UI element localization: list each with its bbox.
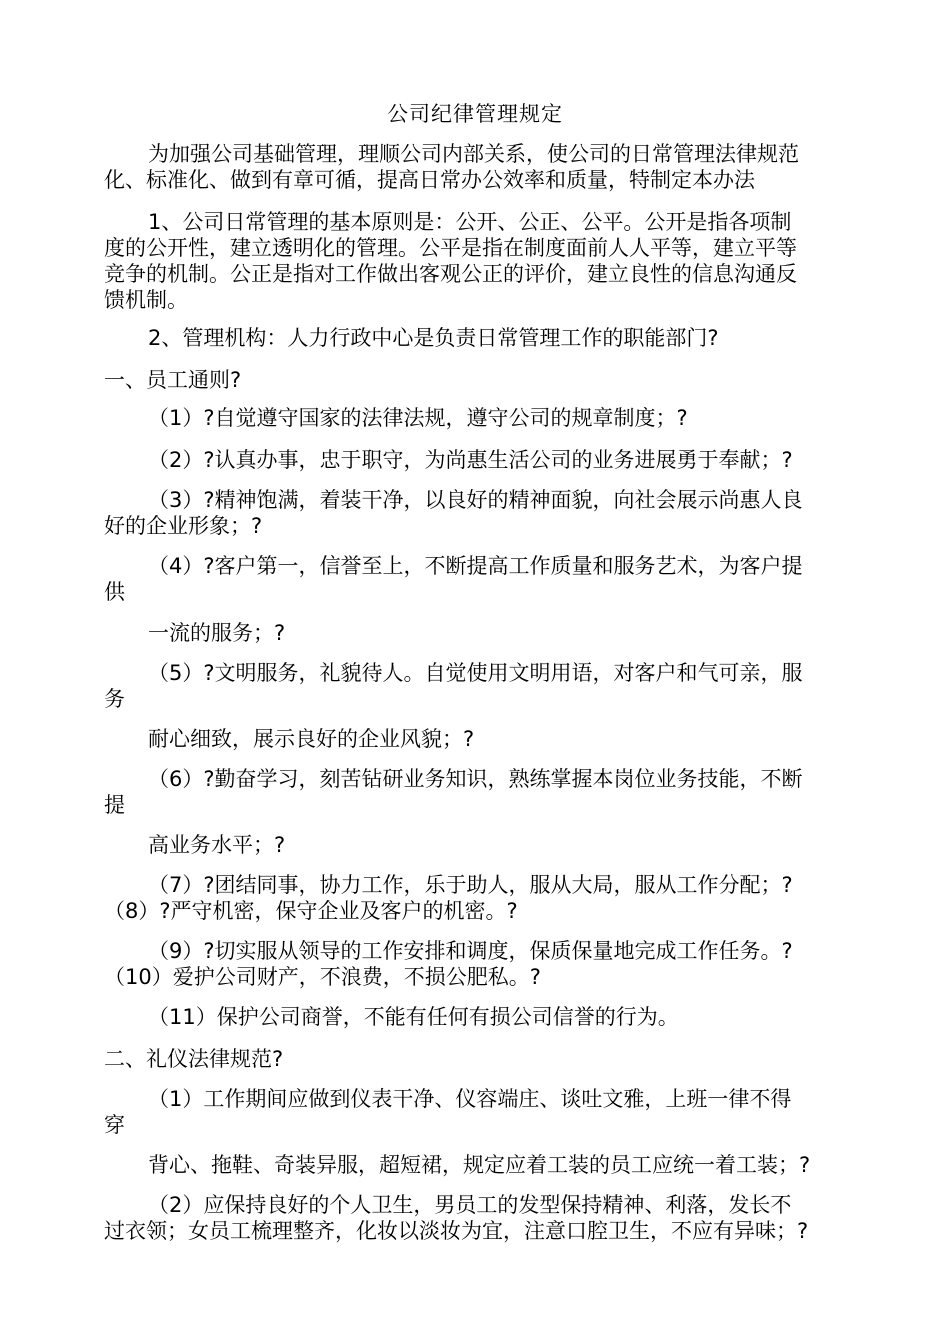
intro-line: 为加强公司基础管理，理顺公司内部关系，使公司的日常管理法律规范 <box>148 142 799 166</box>
document-title: 公司纪律管理规定 <box>387 102 563 126</box>
rule-line: （2）?认真办事，忠于职守，为尚惠生活公司的业务进展勇于奉献；? <box>148 448 793 472</box>
section-heading: 一、员工通则? <box>104 368 242 392</box>
rule-line: 好的企业形象；? <box>104 514 263 538</box>
rule-line: 一流的服务；? <box>148 621 286 645</box>
rule-line: （3）?精神饱满，着装干净，以良好的精神面貌，向社会展示尚惠人良 <box>148 488 803 512</box>
rule-line: （11）保护公司商誉，不能有任何有损公司信誉的行为。 <box>148 1005 679 1029</box>
rule-line: （1）?自觉遵守国家的法律法规，遵守公司的规章制度；? <box>148 406 688 430</box>
rule-line: （9）?切实服从领导的工作安排和调度，保质保量地完成工作任务。? <box>148 939 793 963</box>
rule-line: 高业务水平；? <box>148 833 286 857</box>
rule-line: 背心、拖鞋、奇装异服，超短裙，规定应着工装的员工应统一着工装；? <box>148 1153 811 1177</box>
rule-line: （10）爱护公司财产，不浪费，不损公肥私。? <box>104 965 541 989</box>
principle-line: 1、公司日常管理的基本原则是：公开、公正、公平。公开是指各项制 <box>148 210 792 234</box>
rule-line: 耐心细致，展示良好的企业风貌；? <box>148 727 475 751</box>
principle-line: 度的公开性，建立透明化的管理。公平是指在制度面前人人平等，建立平等 <box>104 236 797 260</box>
section-heading: 二、礼仪法律规范? <box>104 1047 284 1071</box>
rule-line: （2）应保持良好的个人卫生，男员工的发型保持精神、利落，发长不 <box>148 1193 792 1217</box>
rule-line: （6）?勤奋学习，刻苦钻研业务知识，熟练掌握本岗位业务技能，不断 <box>148 767 803 791</box>
rule-line: （8）?严守机密，保守企业及客户的机密。? <box>104 899 518 923</box>
rule-line: 穿 <box>104 1113 125 1137</box>
rule-line: 提 <box>104 793 125 817</box>
rule-line: （5）?文明服务，礼貌待人。自觉使用文明用语，对客户和气可亲，服 <box>148 661 803 685</box>
intro-line: 化、标准化、做到有章可循，提高日常办公效率和质量，特制定本办法 <box>104 168 755 192</box>
rule-line: （1）工作期间应做到仪表干净、仪容端庄、谈吐文雅，上班一律不得 <box>148 1087 792 1111</box>
rule-line: 供 <box>104 580 125 604</box>
rule-line: （7）?团结同事，协力工作，乐于助人，服从大局，服从工作分配；? <box>148 873 793 897</box>
rule-line: （4）?客户第一，信誉至上，不断提高工作质量和服务艺术，为客户提 <box>148 554 803 578</box>
organization-line: 2、管理机构：人力行政中心是负责日常管理工作的职能部门? <box>148 326 719 350</box>
rule-line: 过衣领；女员工梳理整齐，化妆以淡妆为宜，注意口腔卫生，不应有异味；? <box>104 1219 809 1243</box>
rule-line: 务 <box>104 687 125 711</box>
principle-line: 竞争的机制。公正是指对工作做出客观公正的评价，建立良性的信息沟通反 <box>104 262 797 286</box>
principle-line: 馈机制。 <box>104 288 188 312</box>
